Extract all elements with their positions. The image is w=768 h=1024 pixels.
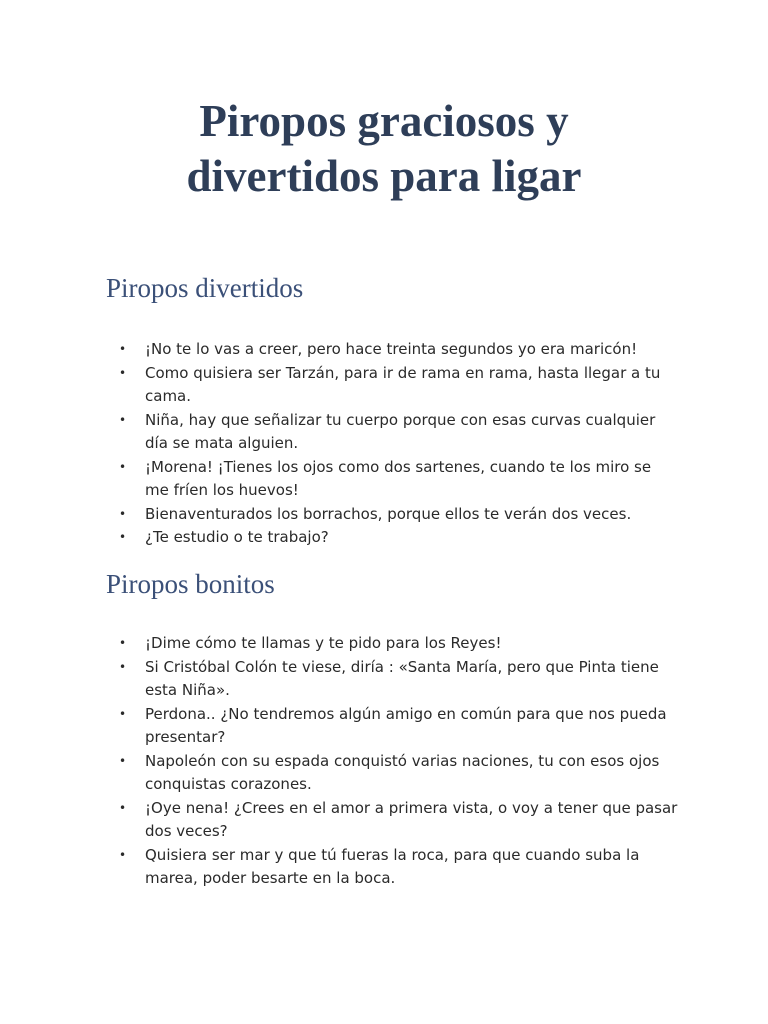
bullet-icon: •	[119, 412, 127, 427]
list-item-text: ¡Oye nena! ¿Crees en el amor a primera vista, o voy a tener que pasar dos veces?	[145, 798, 678, 840]
list-item	[118, 656, 678, 703]
section-heading-divertidos: Piropos divertidos	[106, 273, 304, 303]
list-item-text: Bienaventurados los borrachos, porque ellos te verán dos veces.	[145, 504, 632, 523]
list-item	[118, 632, 678, 656]
list-bonitos	[118, 632, 678, 891]
list-item-text: ¡No te lo vas a creer, pero hace treinta segundos yo era maricón!	[145, 340, 638, 358]
bullet-icon: •	[119, 659, 127, 674]
list-item	[118, 526, 678, 550]
list-item-text: Si Cristóbal Colón te viese, diría : «Santa María, pero que Pinta tiene esta Niña».	[145, 657, 659, 699]
list-item-text: Perdona.. ¿No tendremos algún amigo en común para que nos pueda presentar?	[145, 704, 667, 746]
list-item	[118, 844, 678, 891]
document-title	[0, 94, 768, 204]
title-line-1: Piropos graciosos y	[199, 96, 569, 146]
bullet-icon: •	[119, 753, 127, 768]
bullet-icon: •	[119, 365, 127, 380]
list-item-text: ¡Morena! ¡Tienes los ojos como dos sartenes, cuando te los miro se me fríen los huevos!	[145, 457, 652, 499]
list-item-text: ¡Dime cómo te llamas y te pido para los Reyes!	[145, 634, 502, 652]
list-item	[118, 703, 678, 750]
list-item-text: ¿Te estudio o te trabajo?	[145, 528, 329, 546]
list-item	[118, 456, 678, 503]
list-item-text: Quisiera ser mar y que tú fueras la roca, para que cuando suba la marea, poder besarte en la boca.	[145, 845, 640, 887]
list-item	[118, 362, 678, 409]
bullet-icon: •	[119, 530, 127, 544]
bullet-icon: •	[119, 342, 127, 356]
section-heading-bonitos: Piropos bonitos	[106, 569, 275, 599]
bullet-icon: •	[119, 459, 127, 474]
bullet-icon: •	[119, 847, 127, 862]
list-divertidos	[118, 338, 678, 550]
bullet-icon: •	[119, 506, 127, 521]
list-item-text: Como quisiera ser Tarzán, para ir de rama en rama, hasta llegar a tu cama.	[145, 363, 661, 405]
list-item	[118, 338, 678, 362]
title-line-2: divertidos para ligar	[186, 151, 582, 201]
list-item	[118, 409, 678, 456]
bullet-icon: •	[119, 636, 127, 650]
bullet-icon: •	[119, 800, 127, 815]
list-item	[118, 797, 678, 844]
list-item-text: Niña, hay que señalizar tu cuerpo porque con esas curvas cualquier día se mata alguien.	[145, 410, 656, 452]
list-item	[118, 750, 678, 797]
list-item-text: Napoleón con su espada conquistó varias naciones, tu con esos ojos conquistas corazones.	[145, 751, 660, 793]
bullet-icon: •	[119, 706, 127, 721]
list-item	[118, 503, 678, 527]
